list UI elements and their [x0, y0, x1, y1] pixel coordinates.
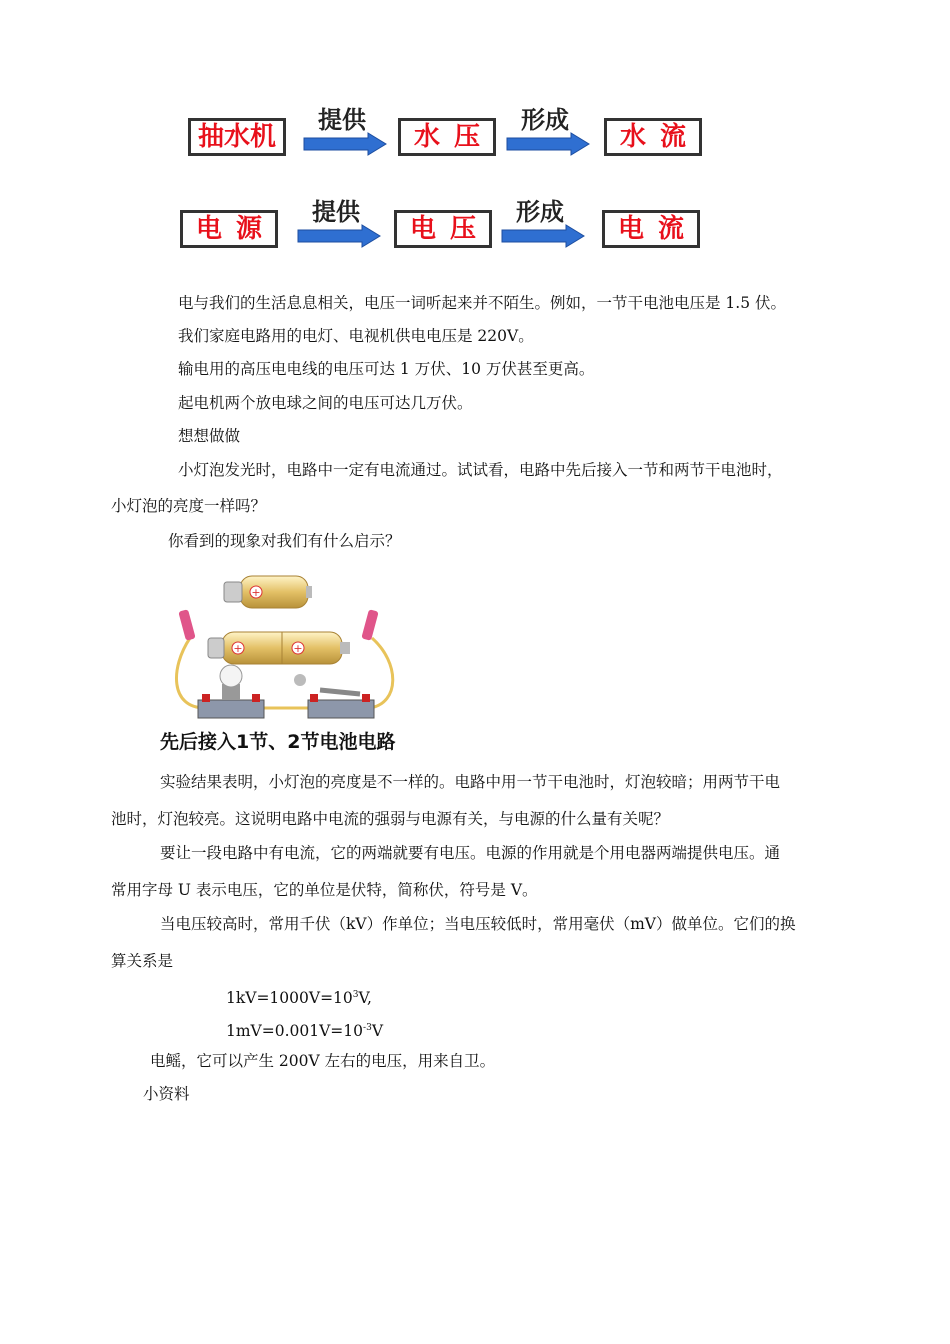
pump-label: 抽水机 [197, 122, 276, 152]
switch-lever-icon [320, 690, 360, 694]
paragraph: 常用字母 U 表示电压，它的单位是伏特，简称伏，符号是 V。 [111, 881, 538, 899]
wire-right [370, 638, 393, 708]
paragraph: 小灯泡发光时，电路中一定有电流通过。试试看，电路中先后接入一节和两节干电池时， [178, 461, 783, 479]
power-source-box [180, 210, 278, 248]
equation-kv [226, 984, 372, 1009]
equation-main: 1mV=0.001V=10 [226, 1022, 364, 1040]
voltage-box [394, 210, 492, 248]
water-flow-box [604, 118, 702, 156]
form-arrow [505, 100, 595, 162]
paragraph: 电与我们的生活息息相关，电压一词听起来并不陌生。例如，一节干电池电压是 1.5 伏。 [178, 294, 787, 312]
battery-plus-label: + [233, 642, 243, 655]
current-char1: 电 [617, 214, 644, 244]
right-arrow-icon [302, 132, 388, 156]
equation-exponent: -3 [363, 1023, 372, 1033]
water-flow-char2: 流 [659, 122, 686, 152]
battery-plus-label: + [251, 586, 261, 599]
switch-base [308, 700, 374, 718]
power-source-char1: 电 [195, 214, 222, 244]
paragraph: 我们家庭电路用的电灯、电视机供电电压是 220V。 [178, 327, 534, 345]
paragraph: 小灯泡的亮度一样吗？ [111, 497, 267, 515]
figure-caption: 先后接入1节、2节电池电路 [160, 731, 396, 753]
pump-box [188, 118, 286, 156]
light-bulb-icon [220, 665, 242, 687]
provide-label: 提供 [318, 106, 366, 134]
provide-label: 提供 [312, 198, 360, 226]
equation-tail: V [371, 1022, 384, 1040]
section-heading: 小资料 [143, 1085, 190, 1103]
analogy-row-water [180, 100, 710, 170]
clip-right-icon [361, 609, 378, 641]
current-box [602, 210, 700, 248]
water-pressure-char2: 压 [453, 122, 480, 152]
paragraph: 输电用的高压电电线的电压可达 1 万伏、10 万伏甚至更高。 [178, 360, 595, 378]
equation-exponent: 3 [352, 990, 359, 1000]
clip-left-icon [178, 609, 195, 641]
bulb-base [198, 700, 264, 718]
power-source-char2: 源 [235, 214, 262, 244]
paragraph: 当电压较高时，常用千伏（kV）作单位；当电压较低时，常用毫伏（mV）做单位。它们的换 [160, 915, 796, 933]
paragraph: 你看到的现象对我们有什么启示？ [168, 532, 401, 550]
analogy-row-electric [180, 192, 710, 262]
water-pressure-box [398, 118, 496, 156]
water-pressure-char1: 水 [413, 122, 440, 152]
paragraph: 算关系是 [111, 952, 174, 970]
equation-mv [226, 1017, 383, 1042]
paragraph: 起电机两个放电球之间的电压可达几万伏。 [178, 394, 473, 412]
voltage-char1: 电 [409, 214, 436, 244]
voltage-char2: 压 [449, 214, 476, 244]
equation-main: 1kV=1000V=10 [226, 989, 353, 1007]
circuit-figure [160, 568, 430, 728]
current-char2: 流 [657, 214, 684, 244]
form-arrow [500, 192, 590, 254]
paragraph: 池时，灯泡较亮。这说明电路中电流的强弱与电源有关，与电源的什么量有关呢？ [111, 810, 670, 828]
provide-arrow [302, 100, 392, 162]
battery-plus-label: + [293, 642, 303, 655]
form-label: 形成 [521, 106, 569, 134]
right-arrow-icon [296, 224, 382, 248]
paragraph: 要让一段电路中有电流，它的两端就要有电压。电源的作用就是个用电器两端提供电压。通 [160, 844, 781, 862]
right-arrow-icon [505, 132, 591, 156]
form-label: 形成 [516, 198, 564, 226]
water-flow-char1: 水 [619, 122, 646, 152]
right-arrow-icon [500, 224, 586, 248]
paragraph: 实验结果表明，小灯泡的亮度是不一样的。电路中用一节干电池时，灯泡较暗；用两节干电 [160, 773, 781, 791]
equation-tail: V, [358, 989, 372, 1007]
paragraph: 电鳐，它可以产生 200V 左右的电压，用来自卫。 [150, 1052, 496, 1070]
provide-arrow [296, 192, 386, 254]
section-heading: 想想做做 [178, 427, 241, 445]
